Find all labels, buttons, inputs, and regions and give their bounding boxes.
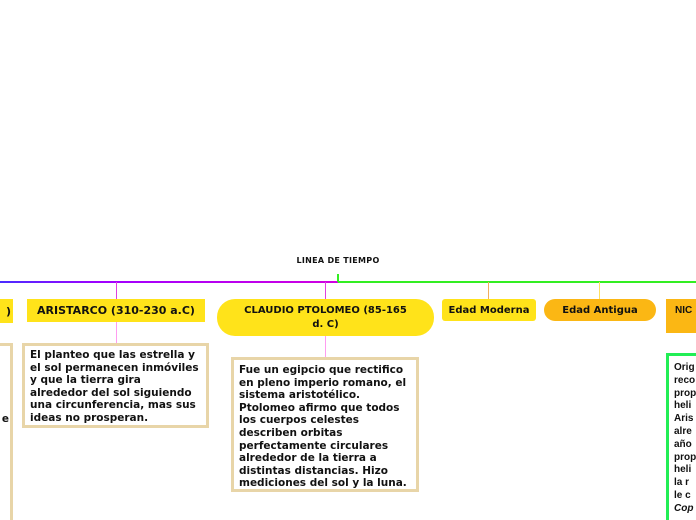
desc-line: heli xyxy=(674,464,692,476)
node-label: Edad Moderna xyxy=(448,304,530,316)
desc-partial-left[interactable] xyxy=(0,343,13,520)
desc-line: alre xyxy=(674,425,692,437)
desc-line: prop xyxy=(674,451,696,463)
timeline-connector-right xyxy=(338,281,696,283)
desc-nicolas[interactable] xyxy=(666,353,696,520)
connector-edad-antigua xyxy=(599,282,600,299)
desc-line: Cop xyxy=(674,502,694,514)
desc-line: Aris xyxy=(674,413,694,425)
desc-line: Orig xyxy=(674,362,695,373)
node-label: Edad Antigua xyxy=(562,304,638,316)
desc-ptolomeo[interactable] xyxy=(231,357,419,492)
map-title[interactable]: LINEA DE TIEMPO xyxy=(296,256,380,265)
desc-line: prop xyxy=(674,387,696,399)
node-edad-moderna[interactable] xyxy=(442,299,536,321)
node-partial-left[interactable] xyxy=(0,299,13,323)
timeline-connector-left xyxy=(0,281,338,283)
node-aristarco[interactable] xyxy=(27,299,205,322)
node-label: ARISTARCO (310-230 a.C) xyxy=(37,304,195,317)
root-connector xyxy=(337,274,339,282)
connector-ptolomeo-desc xyxy=(325,335,326,357)
desc-aristarco[interactable] xyxy=(22,343,209,428)
node-ptolomeo[interactable] xyxy=(217,299,434,336)
connector-ptolomeo xyxy=(325,282,326,299)
desc-text: El planteo que las estrella y el sol permanecen inmóviles y que la tierra gira alrededor del sol siguiendo una circunferencia, mas sus ideas no prosperan. xyxy=(30,349,199,424)
desc-line: le c xyxy=(674,489,691,501)
desc-line: año xyxy=(674,438,692,450)
connector-aristarco-desc xyxy=(116,322,117,344)
desc-text: Fue un egipcio que rectifico en pleno imperio romano, el sistema aristotélico. Ptolomeo afirmo que todos los cuerpos celestes describen orbitas perfectamente circulares alrededor de la tierra a distintas distancias. Hizo mediciones del sol y la luna. xyxy=(239,364,407,490)
node-label: ) xyxy=(5,304,11,318)
node-nicolas[interactable] xyxy=(666,299,696,333)
desc-line: heli xyxy=(674,400,692,412)
desc-line: la r xyxy=(674,477,690,489)
node-edad-antigua[interactable] xyxy=(544,299,656,321)
node-label: CLAUDIO PTOLOMEO (85-165 d. C) xyxy=(244,304,407,330)
node-label: NIC xyxy=(675,305,693,316)
connector-aristarco xyxy=(116,282,117,299)
desc-text: e xyxy=(1,413,9,425)
connector-edad-moderna xyxy=(488,282,489,299)
desc-line: reco xyxy=(674,374,696,386)
